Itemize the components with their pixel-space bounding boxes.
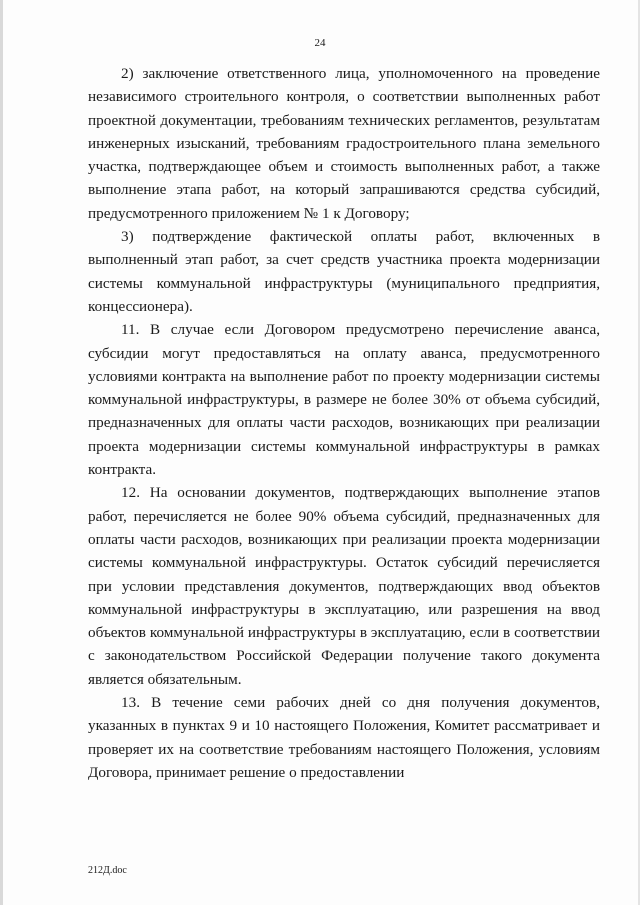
paragraph-clause-13: 13. В течение семи рабочих дней со дня получения документов, указанных в пунктах 9 и 10 настоящего Положения, Комитет рассматривает и проверяет их на соответствие требованиям настоящего Положения, условиям Договора, принимает решение о предоставлении — [88, 694, 600, 781]
paragraph-clause-11: 11. В случае если Договором предусмотрено перечисление аванса, субсидии могут предоставляться на оплату аванса, предусмотренного условиями контракта на выполнение работ по проекту модернизации системы коммунальной инфраструктуры, в размере не более 30% от объема субсидий, предназначенных для оплаты части расходов, возникающих при реализации проекта модернизации системы коммунальной инфраструктуры в рамках контракта. — [88, 321, 600, 479]
paragraph-item-3: 3) подтверждение фактической оплаты работ, включенных в выполненный этап работ, за счет средств участника проекта модернизации системы коммунальной инфраструктуры (муниципального предприятия, концессионера). — [88, 228, 600, 315]
page-number: 24 — [314, 37, 326, 49]
scan-edge-left — [0, 0, 3, 905]
file-name-footer: 212Д.doc — [88, 865, 127, 876]
paragraph-clause-12: 12. На основании документов, подтверждающих выполнение этапов работ, перечисляется не более 90% объема субсидий, предназначенных для оплаты части расходов, возникающих при реализации проекта модернизации системы коммунальной инфраструктуры. Остаток субсидий перечисляется при условии представления документов, подтверждающих ввод объектов коммунальной инфраструктуры в эксплуатацию, или разрешения на ввод объектов коммунальной инфраструктуры в эксплуатацию, если в соответствии с законодательством Российской Федерации получение такого документа является обязательным. — [88, 484, 600, 688]
document-body — [88, 62, 600, 784]
paragraph-item-2: 2) заключение ответственного лица, уполномоченного на проведение независимого строительного контроля, о соответствии выполненных работ проектной документации, требованиям технических регламентов, результатам инженерных изысканий, требованиям градостроительного плана земельного участка, подтверждающее объем и стоимость выполненных работ, а также выполнение этапа работ, на который запрашиваются средства субсидий, предусмотренного приложением № 1 к Договору; — [88, 65, 600, 222]
